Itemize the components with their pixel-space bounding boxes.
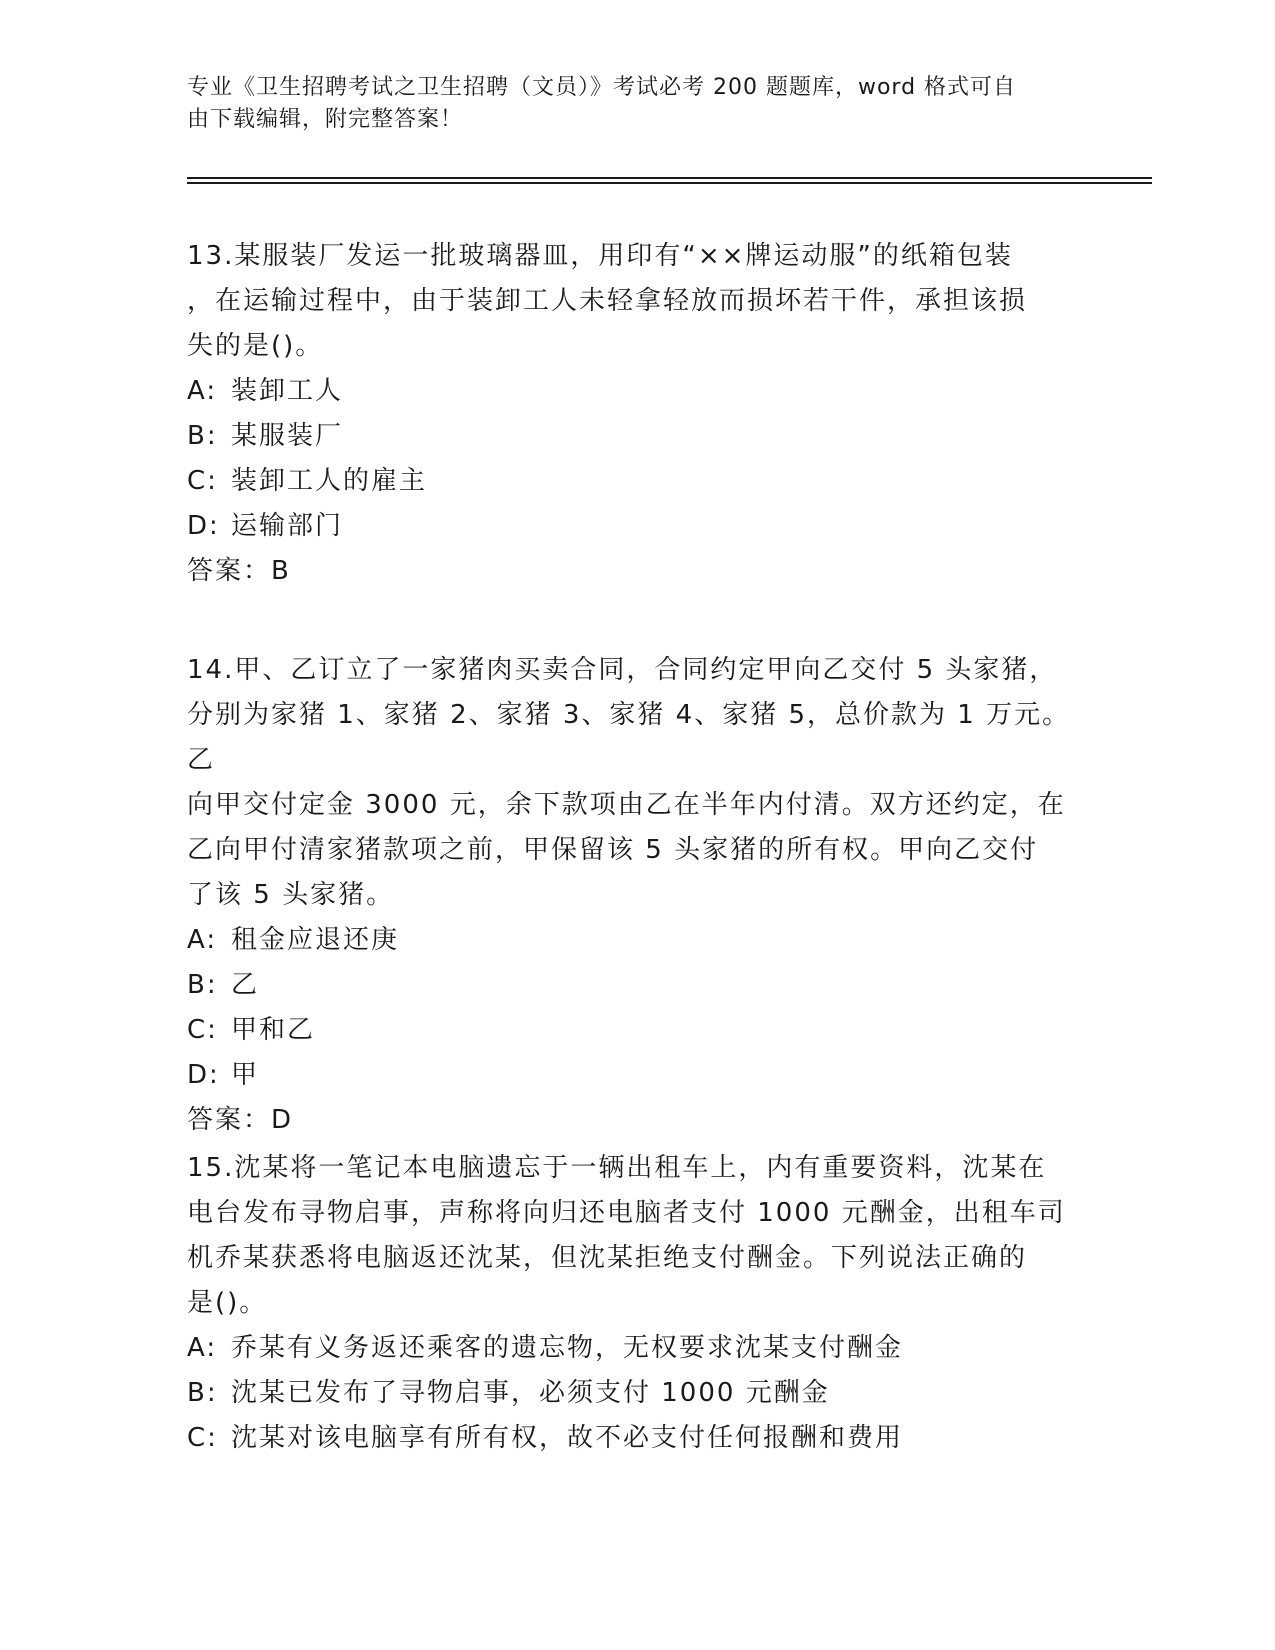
question-line: 失的是()。 [187,331,324,361]
option-b [187,1371,1077,1416]
question-14 [187,648,1077,1143]
option-a [187,1326,1077,1371]
option-letter: B: [187,1378,218,1408]
header-line-2: 由下载编辑，附完整答案！ [187,107,464,132]
option-text: 乔某有义务返还乘客的遗忘物，无权要求沈某支付酬金 [231,1333,904,1363]
option-letter: B: [187,421,218,451]
answer-line: 答案：D [187,1105,294,1135]
option-text: 甲 [231,1060,260,1090]
option-letter: C: [187,466,218,496]
answer-line: 答案：B [187,556,291,586]
header-divider-top [187,177,1152,179]
question-text [187,648,1077,918]
option-text: 沈某已发布了寻物启事，必须支付 1000 元酬金 [231,1378,830,1408]
question-line: 13.某服装厂发运一批玻璃器皿，用印有“××牌运动服”的纸箱包装 [187,241,1013,271]
option-text: 某服装厂 [231,421,344,451]
option-letter: A: [187,1333,218,1363]
question-line: 了该 5 头家猪。 [187,880,395,910]
option-d [187,1053,1077,1098]
option-c [187,459,1077,504]
question-line: 15.沈某将一笔记本电脑遗忘于一辆出租车上，内有重要资料，沈某在 [187,1153,1047,1183]
option-text: 乙 [231,970,260,1000]
option-text: 租金应退还庚 [231,925,400,955]
question-13 [187,234,1077,594]
question-line: 是()。 [187,1288,268,1318]
option-letter: B: [187,970,218,1000]
option-a [187,369,1077,414]
option-text: 沈某对该电脑享有所有权，故不必支付任何报酬和费用 [231,1423,904,1453]
header-line-1: 专业《卫生招聘考试之卫生招聘（文员）》考试必考 200 题题库，word 格式可自 [187,75,1017,100]
question-line: 分别为家猪 1、家猪 2、家猪 3、家猪 4、家猪 5，总价款为 1 万元。乙 [187,700,1071,775]
question-15 [187,1146,1077,1461]
question-line: ，在运输过程中，由于装卸工人未轻拿轻放而损坏若干件，承担该损 [187,286,1028,316]
option-letter: C: [187,1423,218,1453]
option-letter: A: [187,376,218,406]
question-text [187,1146,1077,1326]
option-a [187,918,1077,963]
option-letter: D: [187,511,220,541]
option-letter: D: [187,1060,220,1090]
option-letter: A: [187,925,218,955]
question-line: 向甲交付定金 3000 元，余下款项由乙在半年内付清。双方还约定，在 [187,790,1066,820]
option-b [187,963,1077,1008]
header-divider-bottom [187,182,1152,184]
question-line: 乙向甲付清家猪款项之前，甲保留该 5 头家猪的所有权。甲向乙交付 [187,835,1039,865]
option-text: 装卸工人 [231,376,344,406]
option-d [187,504,1077,549]
document-header [187,72,1067,136]
question-line: 14.甲、乙订立了一家猪肉买卖合同，合同约定甲向乙交付 5 头家猪， [187,655,1058,685]
option-c [187,1008,1077,1053]
option-text: 运输部门 [231,511,344,541]
option-letter: C: [187,1015,218,1045]
question-line: 电台发布寻物启事，声称将向归还电脑者支付 1000 元酬金，出租车司 [187,1198,1066,1228]
question-line: 机乔某获悉将电脑返还沈某，但沈某拒绝支付酬金。下列说法正确的 [187,1243,1028,1273]
option-text: 甲和乙 [231,1015,316,1045]
option-c [187,1416,1077,1461]
question-text [187,234,1077,369]
option-text: 装卸工人的雇主 [231,466,428,496]
option-b [187,414,1077,459]
